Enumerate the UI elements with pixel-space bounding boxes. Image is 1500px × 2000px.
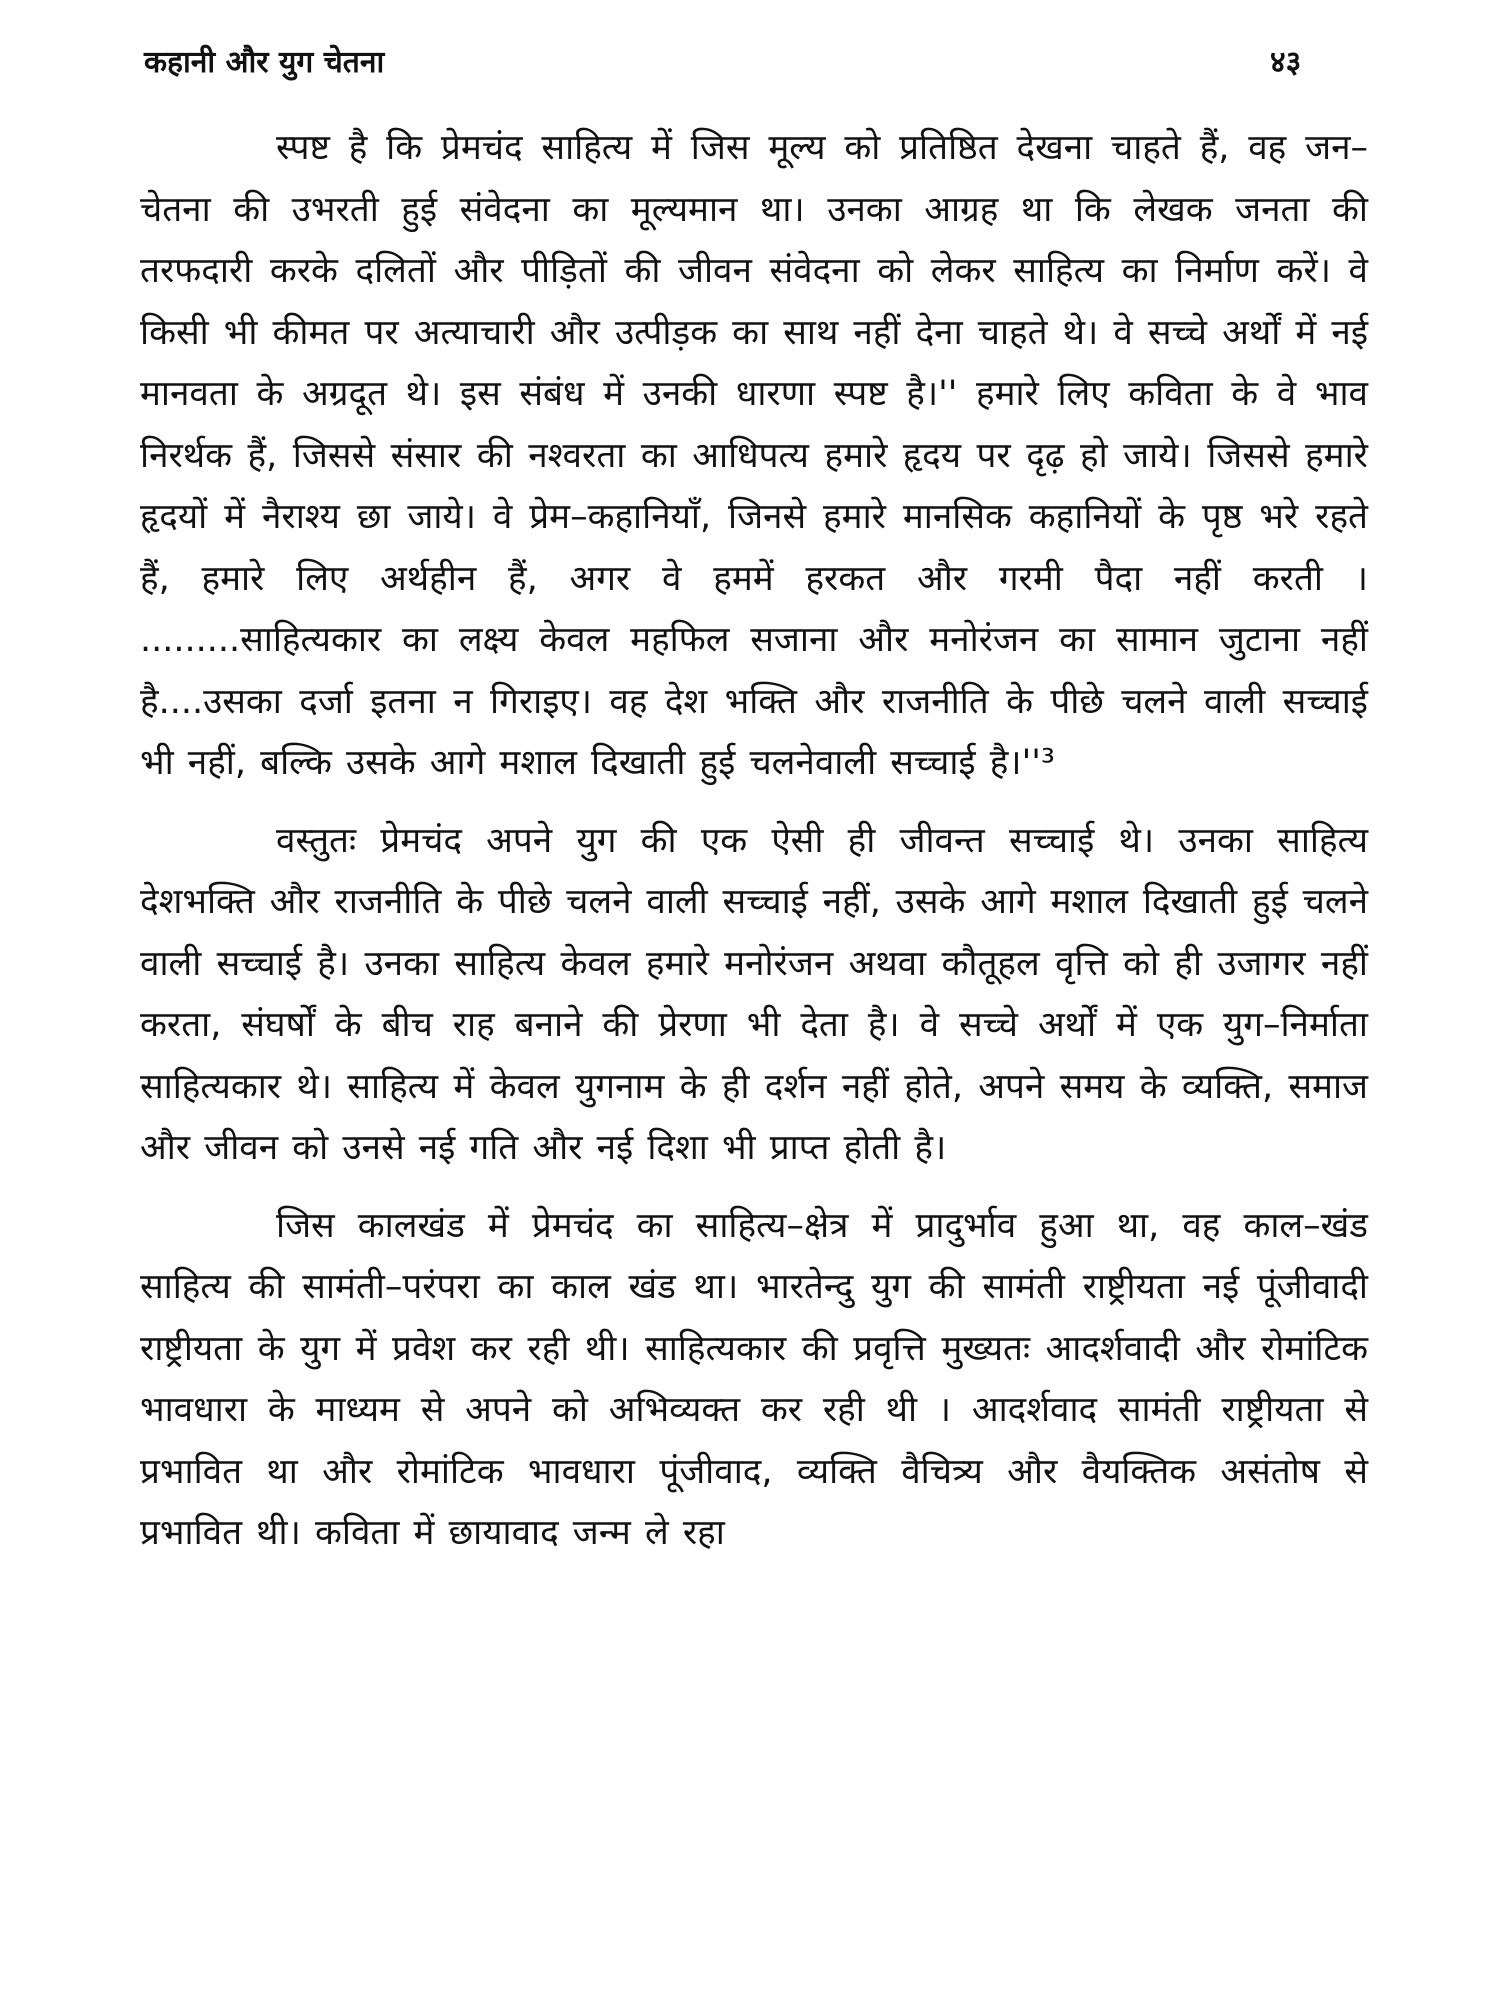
page-number: ४३ [1270,45,1302,80]
paragraph-2: वस्तुतः प्रेमचंद अपने युग की एक ऐसी ही जीवन्त सच्चाई थे। उनका साहित्य देशभक्ति और राजनीति के पीछे चलने वाली सच्चाई नहीं, उसके आगे मशाल दिखाती हुई चलने वाली सच्चाई है। उनका साहित्य केवल हमारे मनोरंजन अथवा कौतूहल वृत्ति को ही उजागर नहीं करता, संघर्षों के बीच राह बनाने की प्रेरणा भी देता है। वे सच्चे अर्थों में एक युग–निर्माता साहित्यकार थे। साहित्य में केवल युगनाम के ही दर्शन नहीं होते, अपने समय के व्यक्ति, समाज और जीवन को उनसे नई गति और नई दिशा भी प्राप्त होती है। [140,820,1368,1168]
body-text [140,118,1368,1565]
paragraph-1: स्पष्ट है कि प्रेमचंद साहित्य में जिस मूल्य को प्रतिष्ठित देखना चाहते हैं, वह जन–चेतना की उभरती हुई संवेदना का मूल्यमान था। उनका आग्रह था कि लेखक जनता की तरफदारी करके दलितों और पीड़ितों की जीवन संवेदना को लेकर साहित्य का निर्माण करें। वे किसी भी कीमत पर अत्याचारी और उत्पीड़क का साथ नहीं देना चाहते थे। वे सच्चे अर्थों में नई मानवता के अग्रदूत थे। इस संबंध में उनकी धारणा स्पष्ट है।'' हमारे लिए कविता के वे भाव निरर्थक हैं, जिससे संसार की नश्वरता का आधिपत्य हमारे हृदय पर दृढ़ हो जाये। जिससे हमारे हृदयों में नैराश्य छा जाये। वे प्रेम–कहानियाँ, जिनसे हमारे मानसिक कहानियों के पृष्ठ भरे रहते हैं, हमारे लिए अर्थहीन हैं, अगर वे हममें हरकत और गरमी पैदा नहीं करती । .........साहित्यकार का लक्ष्य केवल महफिल सजाना और मनोरंजन का सामान जुटाना नहीं है....उसका दर्जा इतना न गिराइए। वह देश भक्ति और राजनीति के पीछे चलने वाली सच्चाई भी नहीं, बल्कि उसके आगे मशाल दिखाती हुई चलनेवाली सच्चाई है।''³ [140,128,1368,783]
paragraph-3: जिस कालखंड में प्रेमचंद का साहित्य–क्षेत्र में प्रादुर्भाव हुआ था, वह काल–खंड साहित्य की सामंती–परंपरा का काल खंड था। भारतेन्दु युग की सामंती राष्ट्रीयता नई पूंजीवादी राष्ट्रीयता के युग में प्रवेश कर रही थी। साहित्यकार की प्रवृत्ति मुख्यतः आदर्शवादी और रोमांटिक भावधारा के माध्यम से अपने को अभिव्यक्त कर रही थी । आदर्शवाद सामंती राष्ट्रीयता से प्रभावित था और रोमांटिक भावधारा पूंजीवाद, व्यक्ति वैचित्र्य और वैयक्तिक असंतोष से प्रभावित थी। कविता में छायावाद जन्म ले रहा [140,1205,1368,1553]
running-head-title: कहानी और युग चेतना [144,45,385,80]
